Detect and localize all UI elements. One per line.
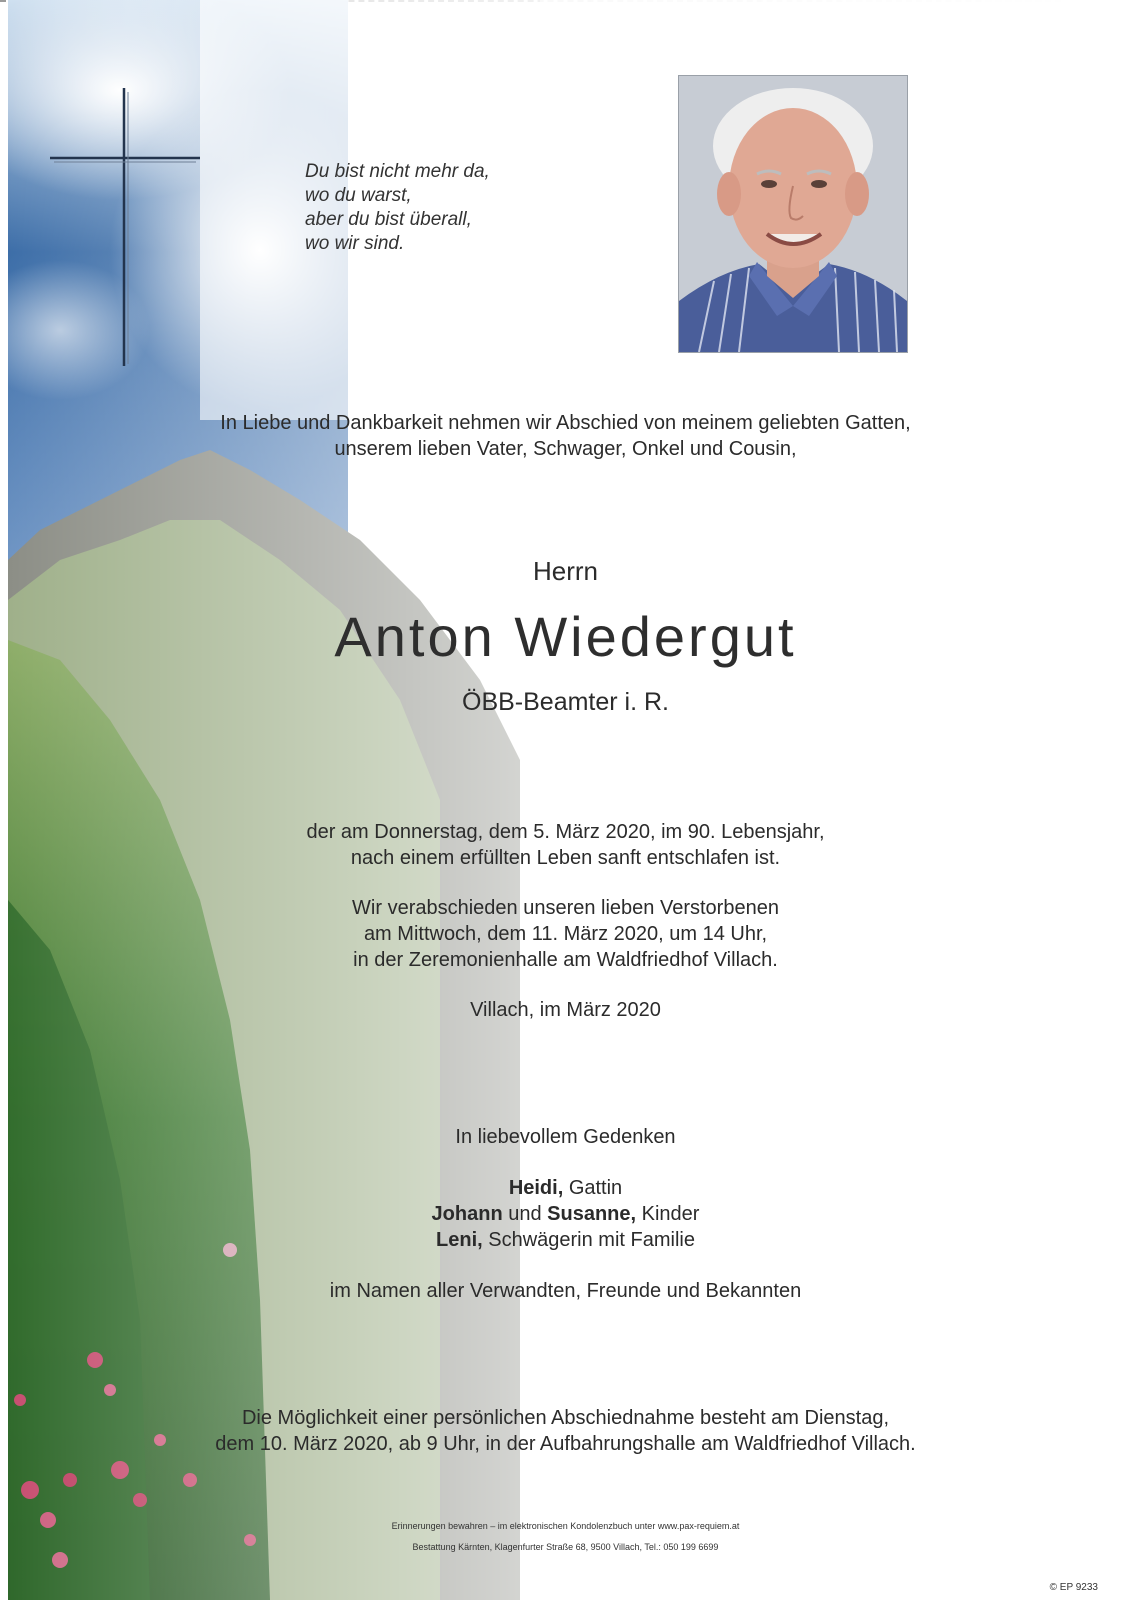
- family-member-line: [0, 1201, 1131, 1227]
- death-notice-line: nach einem erfüllten Leben sanft entschlafen ist.: [350, 847, 781, 869]
- cross-icon: [50, 88, 200, 368]
- viewing-line: dem 10. März 2020, ab 9 Uhr, in der Aufbahrungshalle am Waldfriedhof Villach.: [215, 1433, 916, 1455]
- remembrance-heading: In liebevollem Gedenken: [455, 1126, 676, 1148]
- intro-line: In Liebe und Dankbarkeit nehmen wir Abschied von meinem geliebten Gatten,: [220, 412, 911, 434]
- portrait-image: [679, 76, 907, 352]
- deceased-name: Anton Wiedergut: [334, 605, 797, 668]
- occupation: ÖBB-Beamter i. R.: [462, 688, 669, 716]
- death-notice: [0, 819, 1131, 871]
- poem: [305, 160, 605, 256]
- footer: [0, 1516, 1131, 1558]
- footer-company: Bestattung Kärnten, Klagenfurter Straße 68, 9500 Villach, Tel.: 050 199 6699: [412, 1542, 719, 1552]
- family-name: Heidi,: [508, 1177, 564, 1199]
- family-relation: Gattin: [563, 1177, 623, 1199]
- funeral-line: Wir verabschieden unseren lieben Verstorbenen: [352, 897, 779, 919]
- funeral-line: in der Zeremonienhalle am Waldfriedhof Villach.: [353, 949, 778, 971]
- family-name: Johann: [431, 1203, 503, 1225]
- viewing-info: [0, 1405, 1131, 1457]
- funeral-line: am Mittwoch, dem 11. März 2020, um 14 Uhr,: [363, 923, 768, 945]
- poem-line: Du bist nicht mehr da,: [305, 161, 490, 182]
- funeral-info: [0, 895, 1131, 973]
- family-relation: Kinder: [636, 1203, 700, 1225]
- poem-line: wo wir sind.: [305, 233, 405, 254]
- closing-line: im Namen aller Verwandten, Freunde und Bekannten: [329, 1280, 802, 1302]
- family-name: Leni,: [436, 1229, 483, 1251]
- poem-line: wo du warst,: [305, 185, 412, 206]
- poem-line: aber du bist überall,: [305, 209, 472, 230]
- family-member-line: [0, 1175, 1131, 1201]
- death-notice-line: der am Donnerstag, dem 5. März 2020, im 90. Lebensjahr,: [306, 821, 825, 843]
- place-date: Villach, im März 2020: [470, 999, 661, 1021]
- family-name: Susanne,: [547, 1203, 637, 1225]
- portrait-photo: [678, 75, 908, 353]
- family-member-line: [0, 1227, 1131, 1253]
- viewing-line: Die Möglichkeit einer persönlichen Abschiednahme besteht am Dienstag,: [241, 1407, 890, 1429]
- family-relation: und: [502, 1203, 548, 1225]
- family-relation: Schwägerin mit Familie: [482, 1229, 695, 1251]
- intro-text: [0, 410, 1131, 462]
- intro-line: unserem lieben Vater, Schwager, Onkel und Cousin,: [334, 438, 797, 460]
- template-code: © EP 9233: [1049, 1582, 1098, 1593]
- family-list: [0, 1175, 1131, 1253]
- salutation: Herrn: [532, 556, 598, 586]
- footer-condolence: Erinnerungen bewahren – im elektronischen Kondolenzbuch unter www.pax-requiem.at: [391, 1521, 740, 1531]
